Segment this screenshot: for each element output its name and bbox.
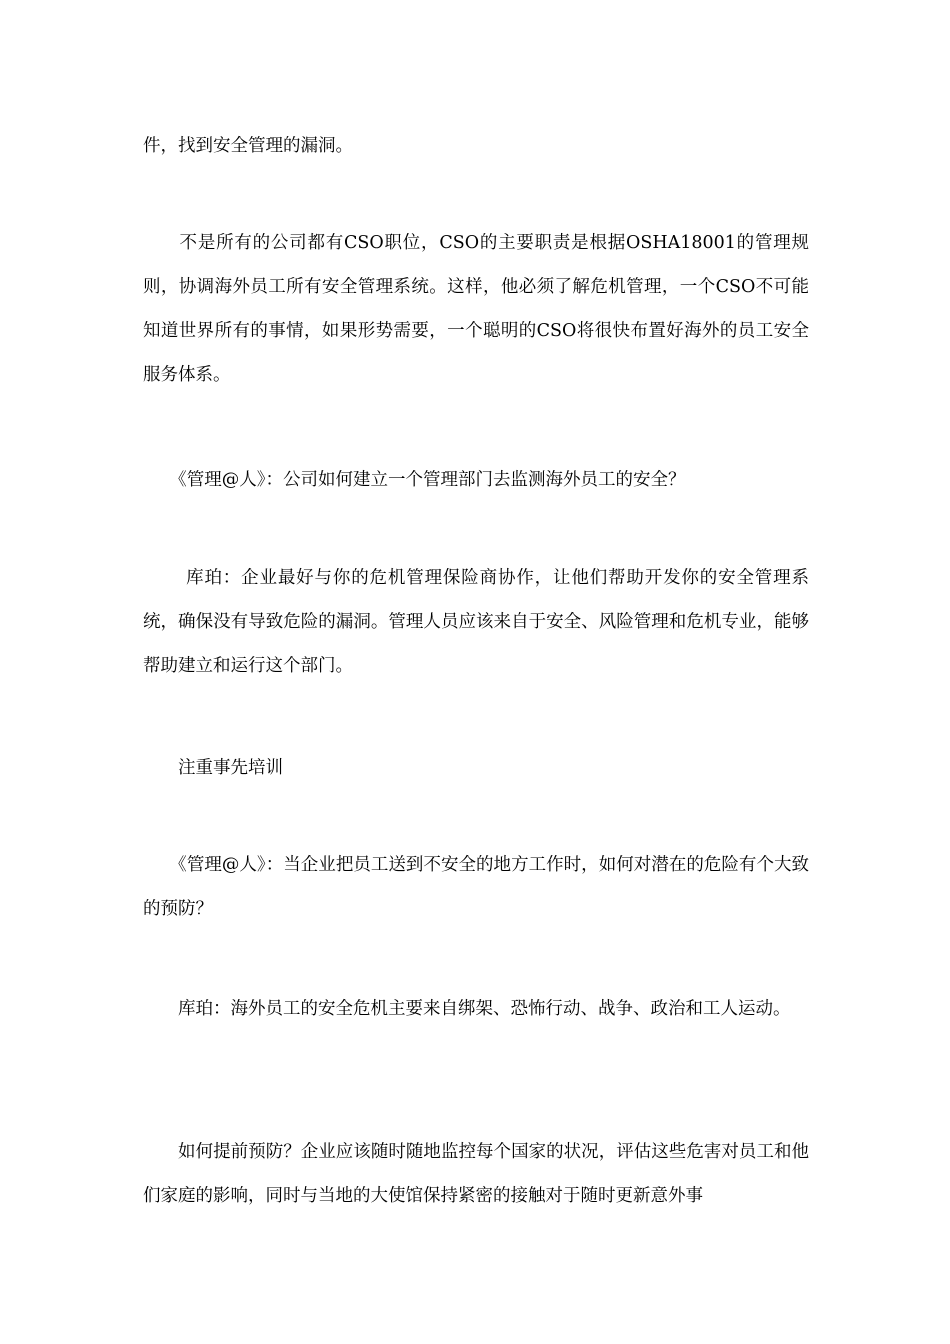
paragraph-3: 《管理@人》：公司如何建立一个管理部门去监测海外员工的安全？ [143,470,686,490]
paragraph-7: 如何提前预防？企业应该随时随地监控每个国家的状况，评估这些危害对员工和他们家庭的影响，同时与当地的大使馆保持紧密的接触对于随时更新意外事 [143,1142,809,1206]
paragraph-2: 不是所有的公司都有CSO职位，CSO的主要职责是根据OSHA18001的管理规则，协调海外员工所有安全管理系统。这样，他必须了解危机管理，一个CSO不可能知道世界所有的事情，如果形势需要，一个聪明的CSO将很快布置好海外的员工安全服务体系。 [143,233,809,385]
paragraph-1: 件，找到安全管理的漏洞。 [143,136,353,156]
paragraph-5: 《管理@人》：当企业把员工送到不安全的地方工作时，如何对潜在的危险有个大致的预防？ [143,855,809,919]
paragraph-6: 库珀：海外员工的安全危机主要来自绑架、恐怖行动、战争、政治和工人运动。 [143,999,791,1019]
paragraph-4: 库珀：企业最好与你的危机管理保险商协作，让他们帮助开发你的安全管理系统，确保没有导致危险的漏洞。管理人员应该来自于安全、风险管理和危机专业，能够帮助建立和运行这个部门。 [143,568,809,676]
section-heading: 注重事先培训 [143,758,283,778]
